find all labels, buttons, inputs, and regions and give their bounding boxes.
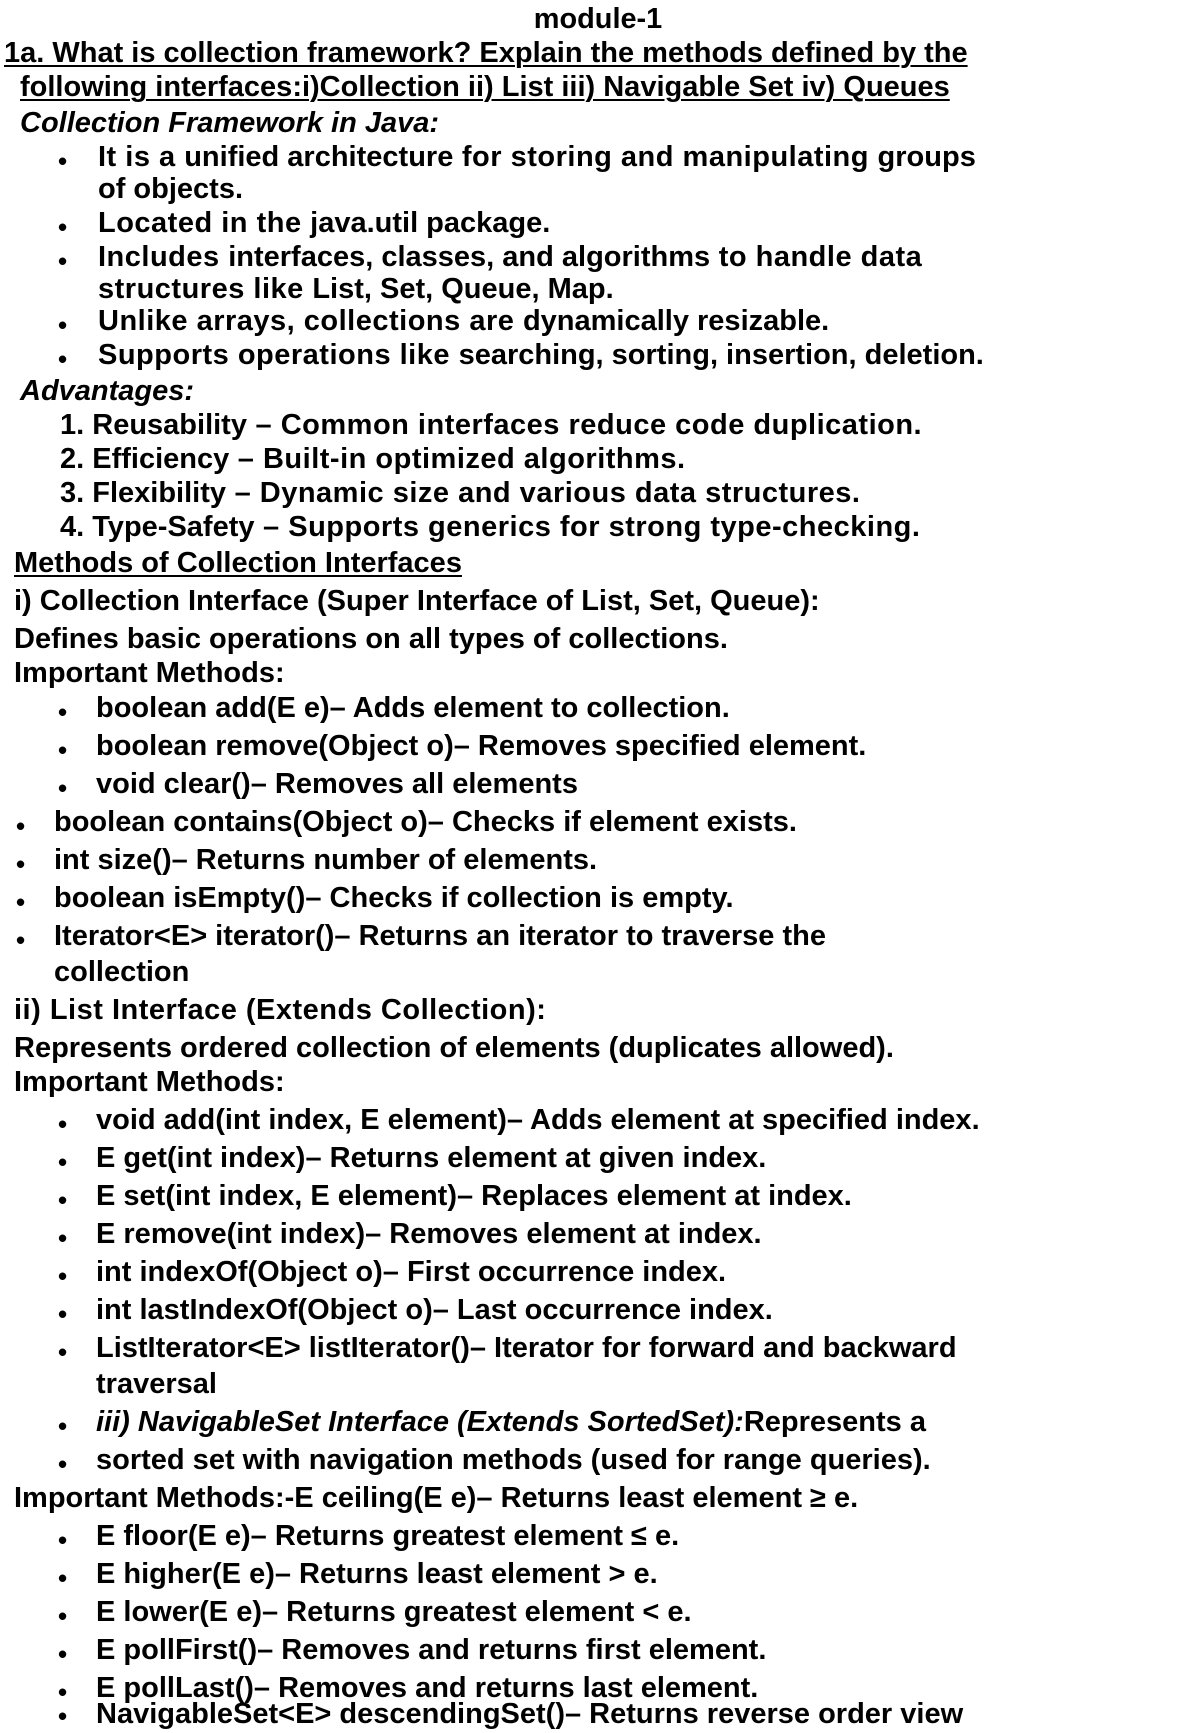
collection-title: i) Collection Interface (Super Interface of List, Set, Queue): bbox=[14, 585, 820, 617]
collection-method: int size()– Returns number of elements. bbox=[54, 844, 598, 876]
list-important: Important Methods: bbox=[14, 1066, 285, 1098]
module-title: module-1 bbox=[533, 3, 663, 35]
collection-important: Important Methods: bbox=[14, 657, 285, 689]
navigable-method: E pollLast()– Removes and returns last element. bbox=[96, 1672, 759, 1704]
bullet: • bbox=[58, 212, 68, 242]
framework-heading: Collection Framework in Java: bbox=[20, 107, 440, 139]
question-line-2: following interfaces:i)Collection ii) List iii) Navigable Set iv) Queues bbox=[20, 71, 950, 103]
bullet: • bbox=[58, 773, 68, 803]
bullet: • bbox=[58, 146, 68, 176]
framework-bullet-3: Includes interfaces, classes, and algorithms to handle data bbox=[98, 241, 923, 273]
bullet: • bbox=[58, 1601, 68, 1631]
bullet: • bbox=[16, 849, 26, 879]
bullet: • bbox=[58, 1525, 68, 1555]
bullet: • bbox=[16, 925, 26, 955]
methods-heading: Methods of Collection Interfaces bbox=[14, 547, 462, 579]
list-method: ListIterator<E> listIterator()– Iterator for forward and backward bbox=[96, 1332, 957, 1364]
advantage-item: 4. Type-Safety – Supports generics for strong type-checking. bbox=[60, 511, 921, 543]
collection-desc: Defines basic operations on all types of collections. bbox=[14, 623, 728, 655]
navigable-important: Important Methods:-E ceiling(E e)– Returns least element ≥ e. bbox=[14, 1482, 859, 1514]
framework-bullet-4: Unlike arrays, collections are dynamically resizable. bbox=[98, 305, 830, 337]
list-method: int indexOf(Object o)– First occurrence index. bbox=[96, 1256, 727, 1288]
list-method: E get(int index)– Returns element at given index. bbox=[96, 1142, 767, 1174]
bullet: • bbox=[58, 1563, 68, 1593]
advantage-item: 2. Efficiency – Built-in optimized algorithms. bbox=[60, 443, 686, 475]
advantage-item: 1. Reusability – Common interfaces reduce code duplication. bbox=[60, 409, 923, 441]
list-desc: Represents ordered collection of elements (duplicates allowed). bbox=[14, 1032, 894, 1064]
bullet: • bbox=[58, 1449, 68, 1479]
advantages-heading: Advantages: bbox=[20, 375, 195, 407]
collection-method: boolean remove(Object o)– Removes specified element. bbox=[96, 730, 867, 762]
list-method: void add(int index, E element)– Adds element at specified index. bbox=[96, 1104, 980, 1136]
bullet: • bbox=[58, 1677, 68, 1707]
collection-method: boolean isEmpty()– Checks if collection is empty. bbox=[54, 882, 734, 914]
list-method-cont: traversal bbox=[96, 1368, 217, 1400]
bullet: • bbox=[58, 1701, 68, 1731]
bullet: • bbox=[16, 887, 26, 917]
framework-bullet-1: It is a unified architecture for storing and manipulating groups bbox=[98, 141, 976, 173]
navigable-method: E higher(E e)– Returns least element > e. bbox=[96, 1558, 658, 1590]
bullet: • bbox=[58, 246, 68, 276]
navigable-method: E pollFirst()– Removes and returns first element. bbox=[96, 1634, 767, 1666]
bullet: • bbox=[58, 1147, 68, 1177]
collection-method-cont: collection bbox=[54, 956, 190, 988]
bullet: • bbox=[58, 310, 68, 340]
navigable-method: E floor(E e)– Returns greatest element ≤ e. bbox=[96, 1520, 680, 1552]
bullet: • bbox=[58, 697, 68, 727]
list-method: E remove(int index)– Removes element at index. bbox=[96, 1218, 762, 1250]
collection-method: Iterator<E> iterator()– Returns an iterator to traverse the bbox=[54, 920, 826, 952]
question-line-1: 1a. What is collection framework? Explain the methods defined by the bbox=[4, 37, 968, 69]
bullet: • bbox=[58, 1109, 68, 1139]
bullet: • bbox=[58, 1299, 68, 1329]
framework-bullet-5: Supports operations like searching, sorting, insertion, deletion. bbox=[98, 339, 984, 371]
navigable-method: NavigableSet<E> descendingSet()– Returns reverse order view bbox=[96, 1698, 964, 1730]
navigable-method: E lower(E e)– Returns greatest element < e. bbox=[96, 1596, 692, 1628]
list-method: E set(int index, E element)– Replaces element at index. bbox=[96, 1180, 852, 1212]
navigable-desc: sorted set with navigation methods (used for range queries). bbox=[96, 1444, 931, 1476]
framework-bullet-2: Located in the java.util package. bbox=[98, 207, 551, 239]
framework-bullet-3-cont: structures like List, Set, Queue, Map. bbox=[98, 273, 614, 305]
bullet: • bbox=[58, 735, 68, 765]
advantage-item: 3. Flexibility – Dynamic size and various data structures. bbox=[60, 477, 861, 509]
bullet: • bbox=[58, 1185, 68, 1215]
bullet: • bbox=[58, 1411, 68, 1441]
bullet: • bbox=[58, 1337, 68, 1367]
list-method: int lastIndexOf(Object o)– Last occurrence index. bbox=[96, 1294, 773, 1326]
bullet: • bbox=[58, 344, 68, 374]
bullet: • bbox=[58, 1261, 68, 1291]
collection-method: boolean add(E e)– Adds element to collection. bbox=[96, 692, 730, 724]
bullet: • bbox=[16, 811, 26, 841]
collection-method: void clear()– Removes all elements bbox=[96, 768, 578, 800]
collection-method: boolean contains(Object o)– Checks if element exists. bbox=[54, 806, 797, 838]
navigable-title: iii) NavigableSet Interface (Extends SortedSet):Represents a bbox=[96, 1406, 926, 1438]
framework-bullet-1-cont: of objects. bbox=[98, 173, 244, 205]
bullet: • bbox=[58, 1223, 68, 1253]
bullet: • bbox=[58, 1639, 68, 1669]
list-title: ii) List Interface (Extends Collection): bbox=[14, 994, 547, 1026]
